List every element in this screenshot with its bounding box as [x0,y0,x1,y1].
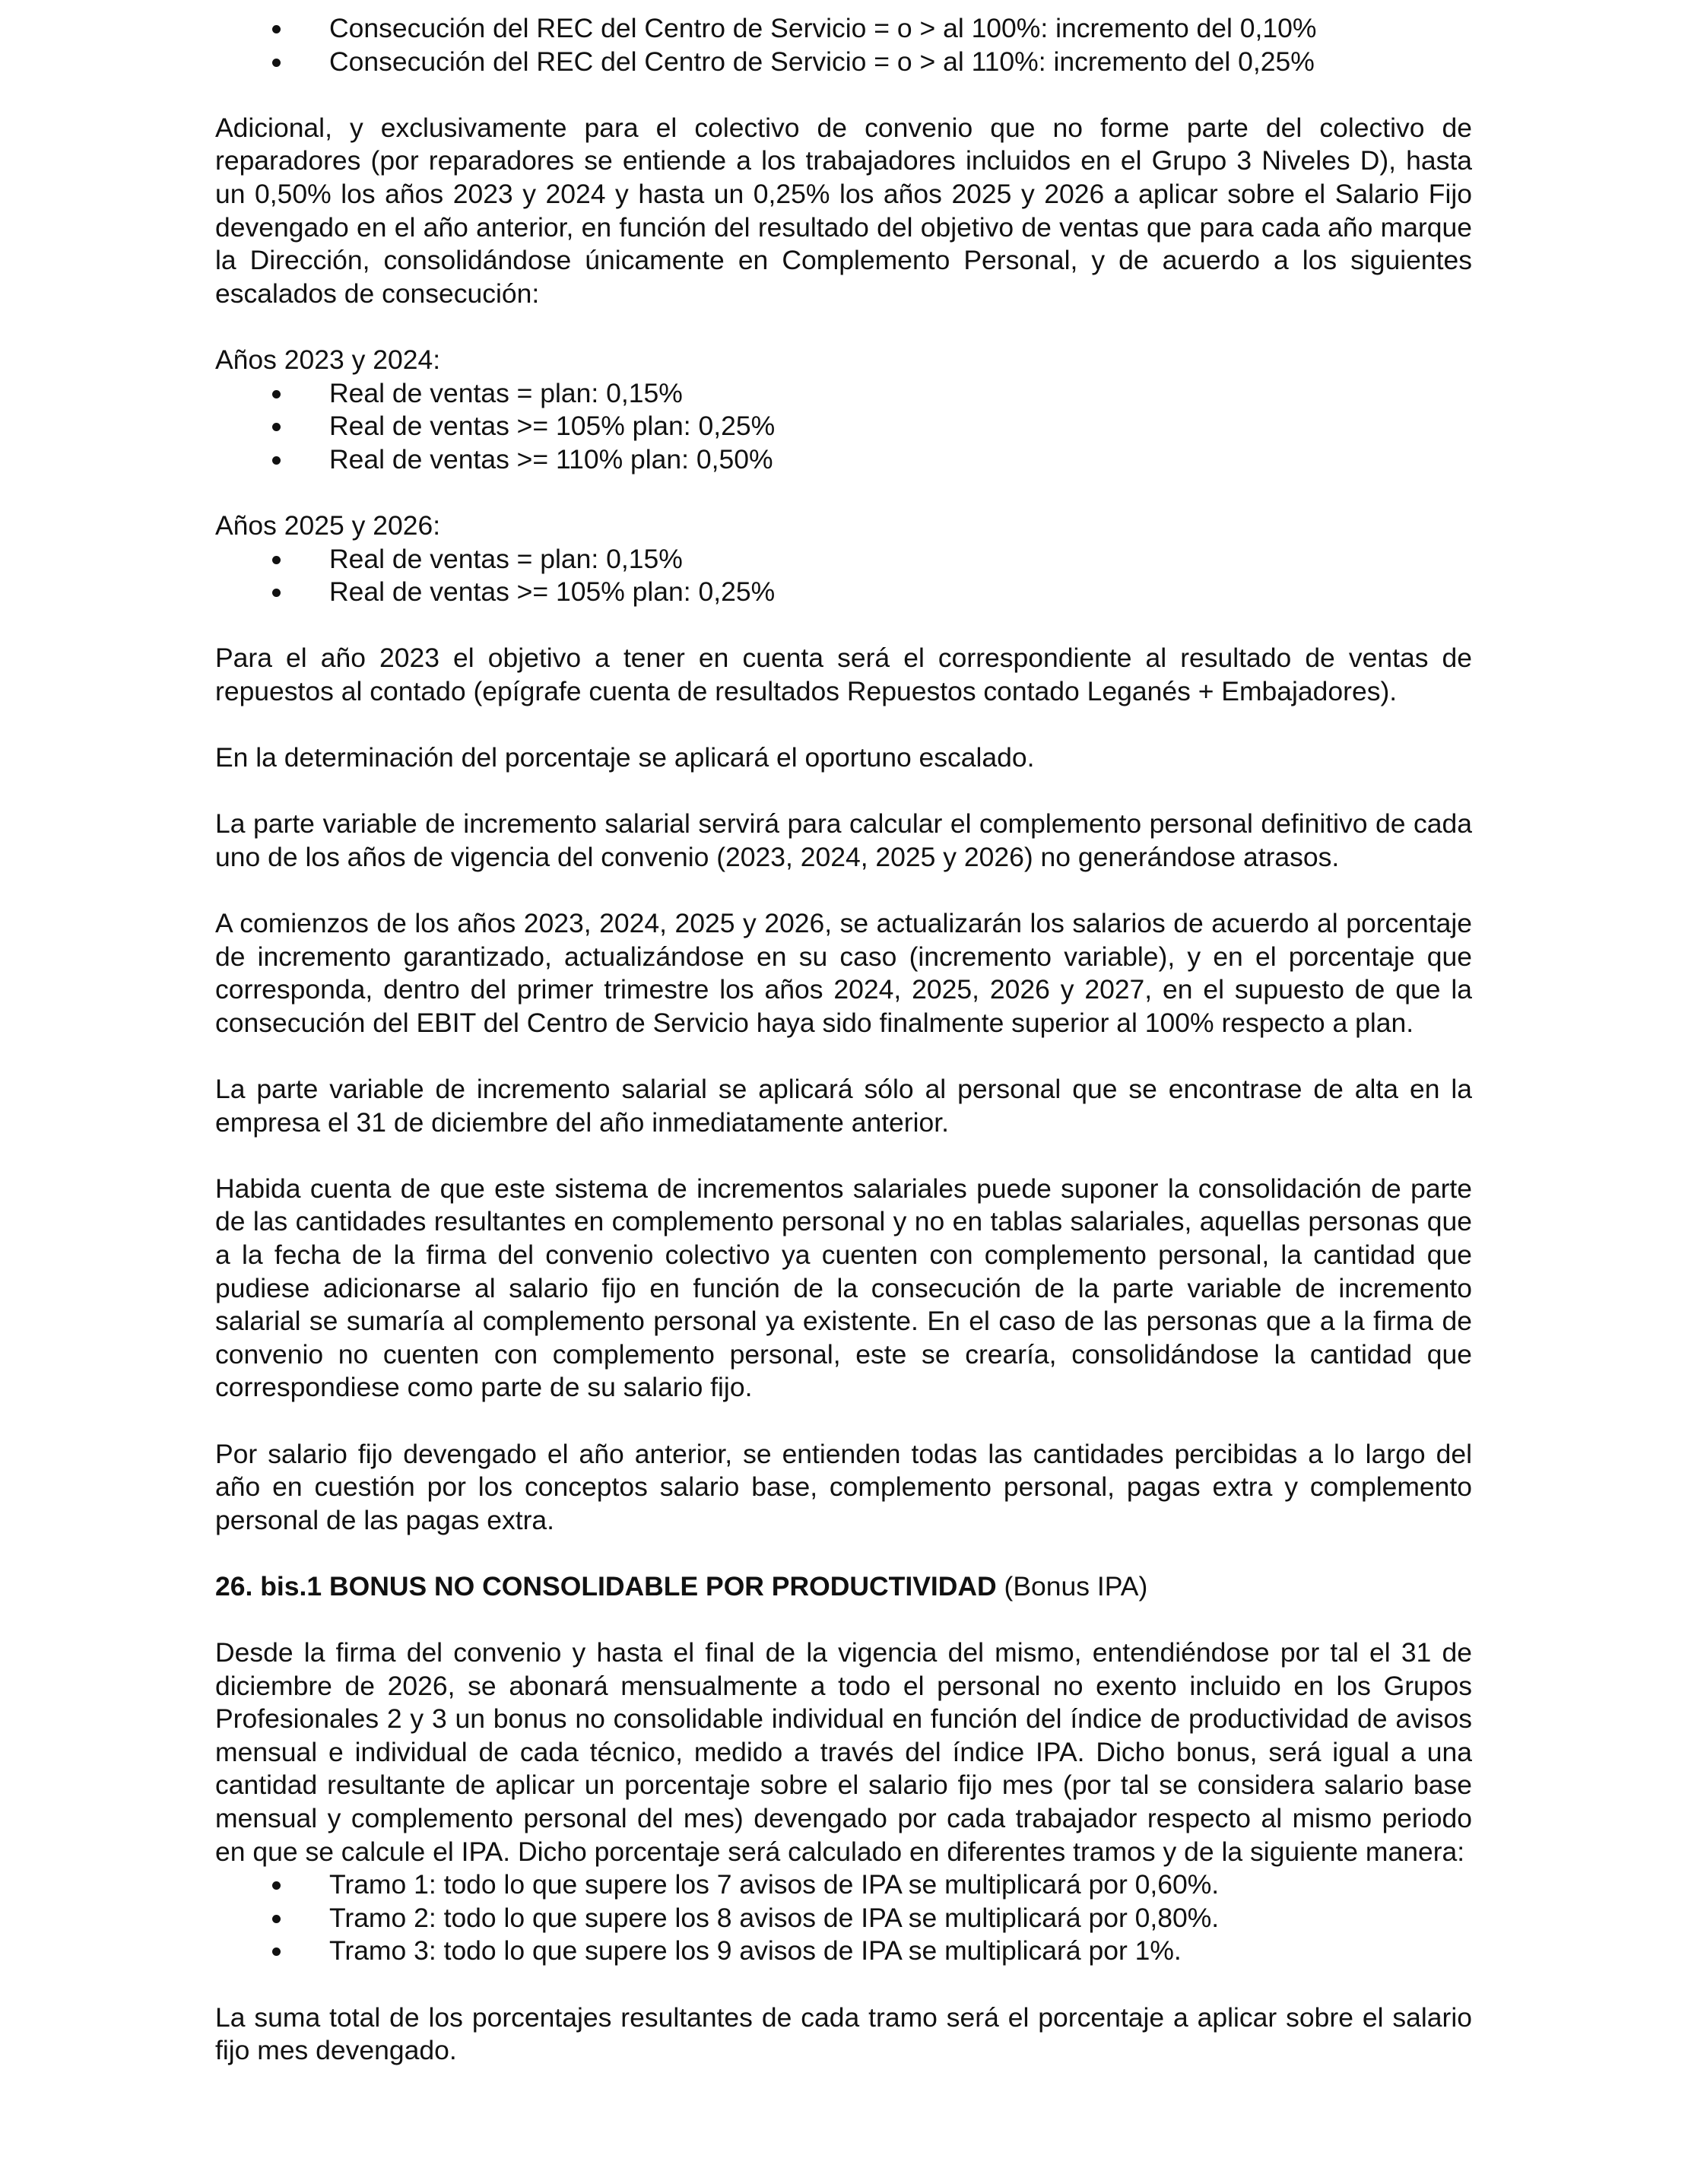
bullet-icon [272,1915,281,1923]
bullet-icon [272,59,281,67]
list-item-text: Consecución del REC del Centro de Servicio = o > al 110%: incremento del 0,25% [329,46,1315,77]
years-2025-2026-block [215,509,1472,609]
paragraph-determinacion: En la determinación del porcentaje se aplicará el oportuno escalado. [215,742,1035,773]
list-item [215,46,1472,79]
list-item [215,443,1472,477]
bullet-icon [272,390,281,398]
paragraph-parte-variable: La parte variable de incremento salarial servirá para calcular el complemento personal definitivo de cada uno de los años de vigencia del convenio (2023, 2024, 2025 y 2026) no generándose atrasos. [215,808,1472,872]
years-2023-2024-label: Años 2023 y 2024: [215,344,441,375]
list-item [215,410,1472,443]
bullet-icon [272,1881,281,1890]
rec-bullet-list [215,12,1472,78]
paragraph-adicional: Adicional, y exclusivamente para el colectivo de convenio que no forme parte del colectivo de reparadores (por reparadores se entiende a los trabajadores incluidos en el Grupo 3 Niveles D), hasta un 0,50% los años 2023 y 2024 y hasta un 0,25% los años 2025 y 2026 a aplicar sobre el Salario Fijo devengado en el año anterior, en función del resultado del objetivo de ventas que para cada año marque la Dirección, consolidándose únicamente en Complemento Personal, y de acuerdo a los siguientes escalados de consecución: [215,112,1472,309]
list-item-text: Real de ventas >= 110% plan: 0,50% [329,443,773,475]
years-2023-2024-block [215,344,1472,476]
section-heading [215,1570,1472,1604]
paragraph-comienzos: A comienzos de los años 2023, 2024, 2025 y 2026, se actualizarán los salarios de acuerdo al porcentaje de incremento garantizado, actualizándose en su caso (incremento variable), y en el porcentaje que corresponda, dentro del primer trimestre los años 2024, 2025, 2026 y 2027, en el supuesto de que la consecución del EBIT del Centro de Servicio haya sido finalmente superior al 100% respecto a plan. [215,908,1472,1038]
paragraph-suma: La suma total de los porcentajes resultantes de cada tramo será el porcentaje a aplicar sobre el salario fijo mes devengado. [215,2001,1472,2066]
bullet-icon [272,25,281,33]
list-item-text: Real de ventas >= 105% plan: 0,25% [329,576,776,608]
list-item-text: Tramo 1: todo lo que supere los 7 avisos de IPA se multiplicará por 0,60%. [329,1869,1220,1900]
years-2023-2024-list [215,377,1472,477]
bullet-icon [272,556,281,564]
list-item-text: Real de ventas = plan: 0,15% [329,377,683,408]
paragraph-salario-fijo: Por salario fijo devengado el año anterior, se entienden todas las cantidades percibidas a lo largo del año en cuestión por los conceptos salario base, complemento personal, pagas extra y complemento personal de las pagas extra. [215,1438,1472,1535]
paragraph-bonus: Desde la firma del convenio y hasta el final de la vigencia del mismo, entendiéndose por tal el 31 de diciembre de 2026, se abonará mensualmente a todo el personal no exento incluido en los Grupos Profesionales 2 y 3 un bonus no consolidable individual en función del índice de productividad de avisos mensual e individual de cada técnico, medido a través del índice IPA. Dicho bonus, será igual a una cantidad resultante de aplicar un porcentaje sobre el salario fijo mes (por tal se considera salario base mensual y complemento personal del mes) devengado por cada trabajador respecto al mismo periodo en que se calcule el IPA. Dicho porcentaje será calculado en diferentes tramos y de la siguiente manera: [215,1637,1472,1867]
bullet-icon [272,1948,281,1956]
paragraph-2023-objetivo: Para el año 2023 el objetivo a tener en cuenta será el correspondiente al resultado de ventas de repuestos al contado (epígrafe cuenta de resultados Repuestos contado Leganés + Embajadores). [215,643,1472,706]
years-2025-2026-list [215,543,1472,609]
list-item [215,1902,1472,1935]
list-item [215,12,1472,46]
section-heading-normal: (Bonus IPA) [996,1570,1148,1601]
list-item [215,377,1472,411]
paragraph-alta: La parte variable de incremento salarial se aplicará sólo al personal que se encontrase de alta en la empresa el 31 de diciembre del año inmediatamente anterior. [215,1074,1472,1138]
document-page [215,12,1472,2100]
bullet-icon [272,589,281,597]
paragraph-habida: Habida cuenta de que este sistema de incrementos salariales puede suponer la consolidación de parte de las cantidades resultantes en complemento personal y no en tablas salariales, aquellas personas que a la fecha de la firma del convenio colectivo ya cuenten con complemento personal, la cantidad que pudiese adicionarse al salario fijo en función de la consecución de la parte variable de incremento salarial se sumaría al complemento personal ya existente. En el caso de las personas que a la firma de convenio no cuenten con complemento personal, este se crearía, consolidándose la cantidad que correspondiese como parte de su salario fijo. [215,1173,1472,1403]
list-item-text: Tramo 3: todo lo que supere los 9 avisos de IPA se multiplicará por 1%. [329,1935,1182,1967]
list-item [215,1935,1472,1968]
list-item [215,1868,1472,1902]
list-item [215,576,1472,609]
bullet-icon [272,423,281,431]
tramos-list [215,1868,1472,1968]
bullet-icon [272,456,281,465]
list-item-text: Real de ventas = plan: 0,15% [329,543,683,574]
list-item [215,543,1472,576]
list-item-text: Consecución del REC del Centro de Servicio = o > al 100%: incremento del 0,10% [329,13,1317,43]
section-heading-bold: 26. bis.1 BONUS NO CONSOLIDABLE POR PRODUCTIVIDAD [215,1570,997,1601]
list-item-text: Real de ventas >= 105% plan: 0,25% [329,411,776,442]
list-item-text: Tramo 2: todo lo que supere los 8 avisos de IPA se multiplicará por 0,80%. [329,1902,1220,1933]
years-2025-2026-label: Años 2025 y 2026: [215,509,441,541]
